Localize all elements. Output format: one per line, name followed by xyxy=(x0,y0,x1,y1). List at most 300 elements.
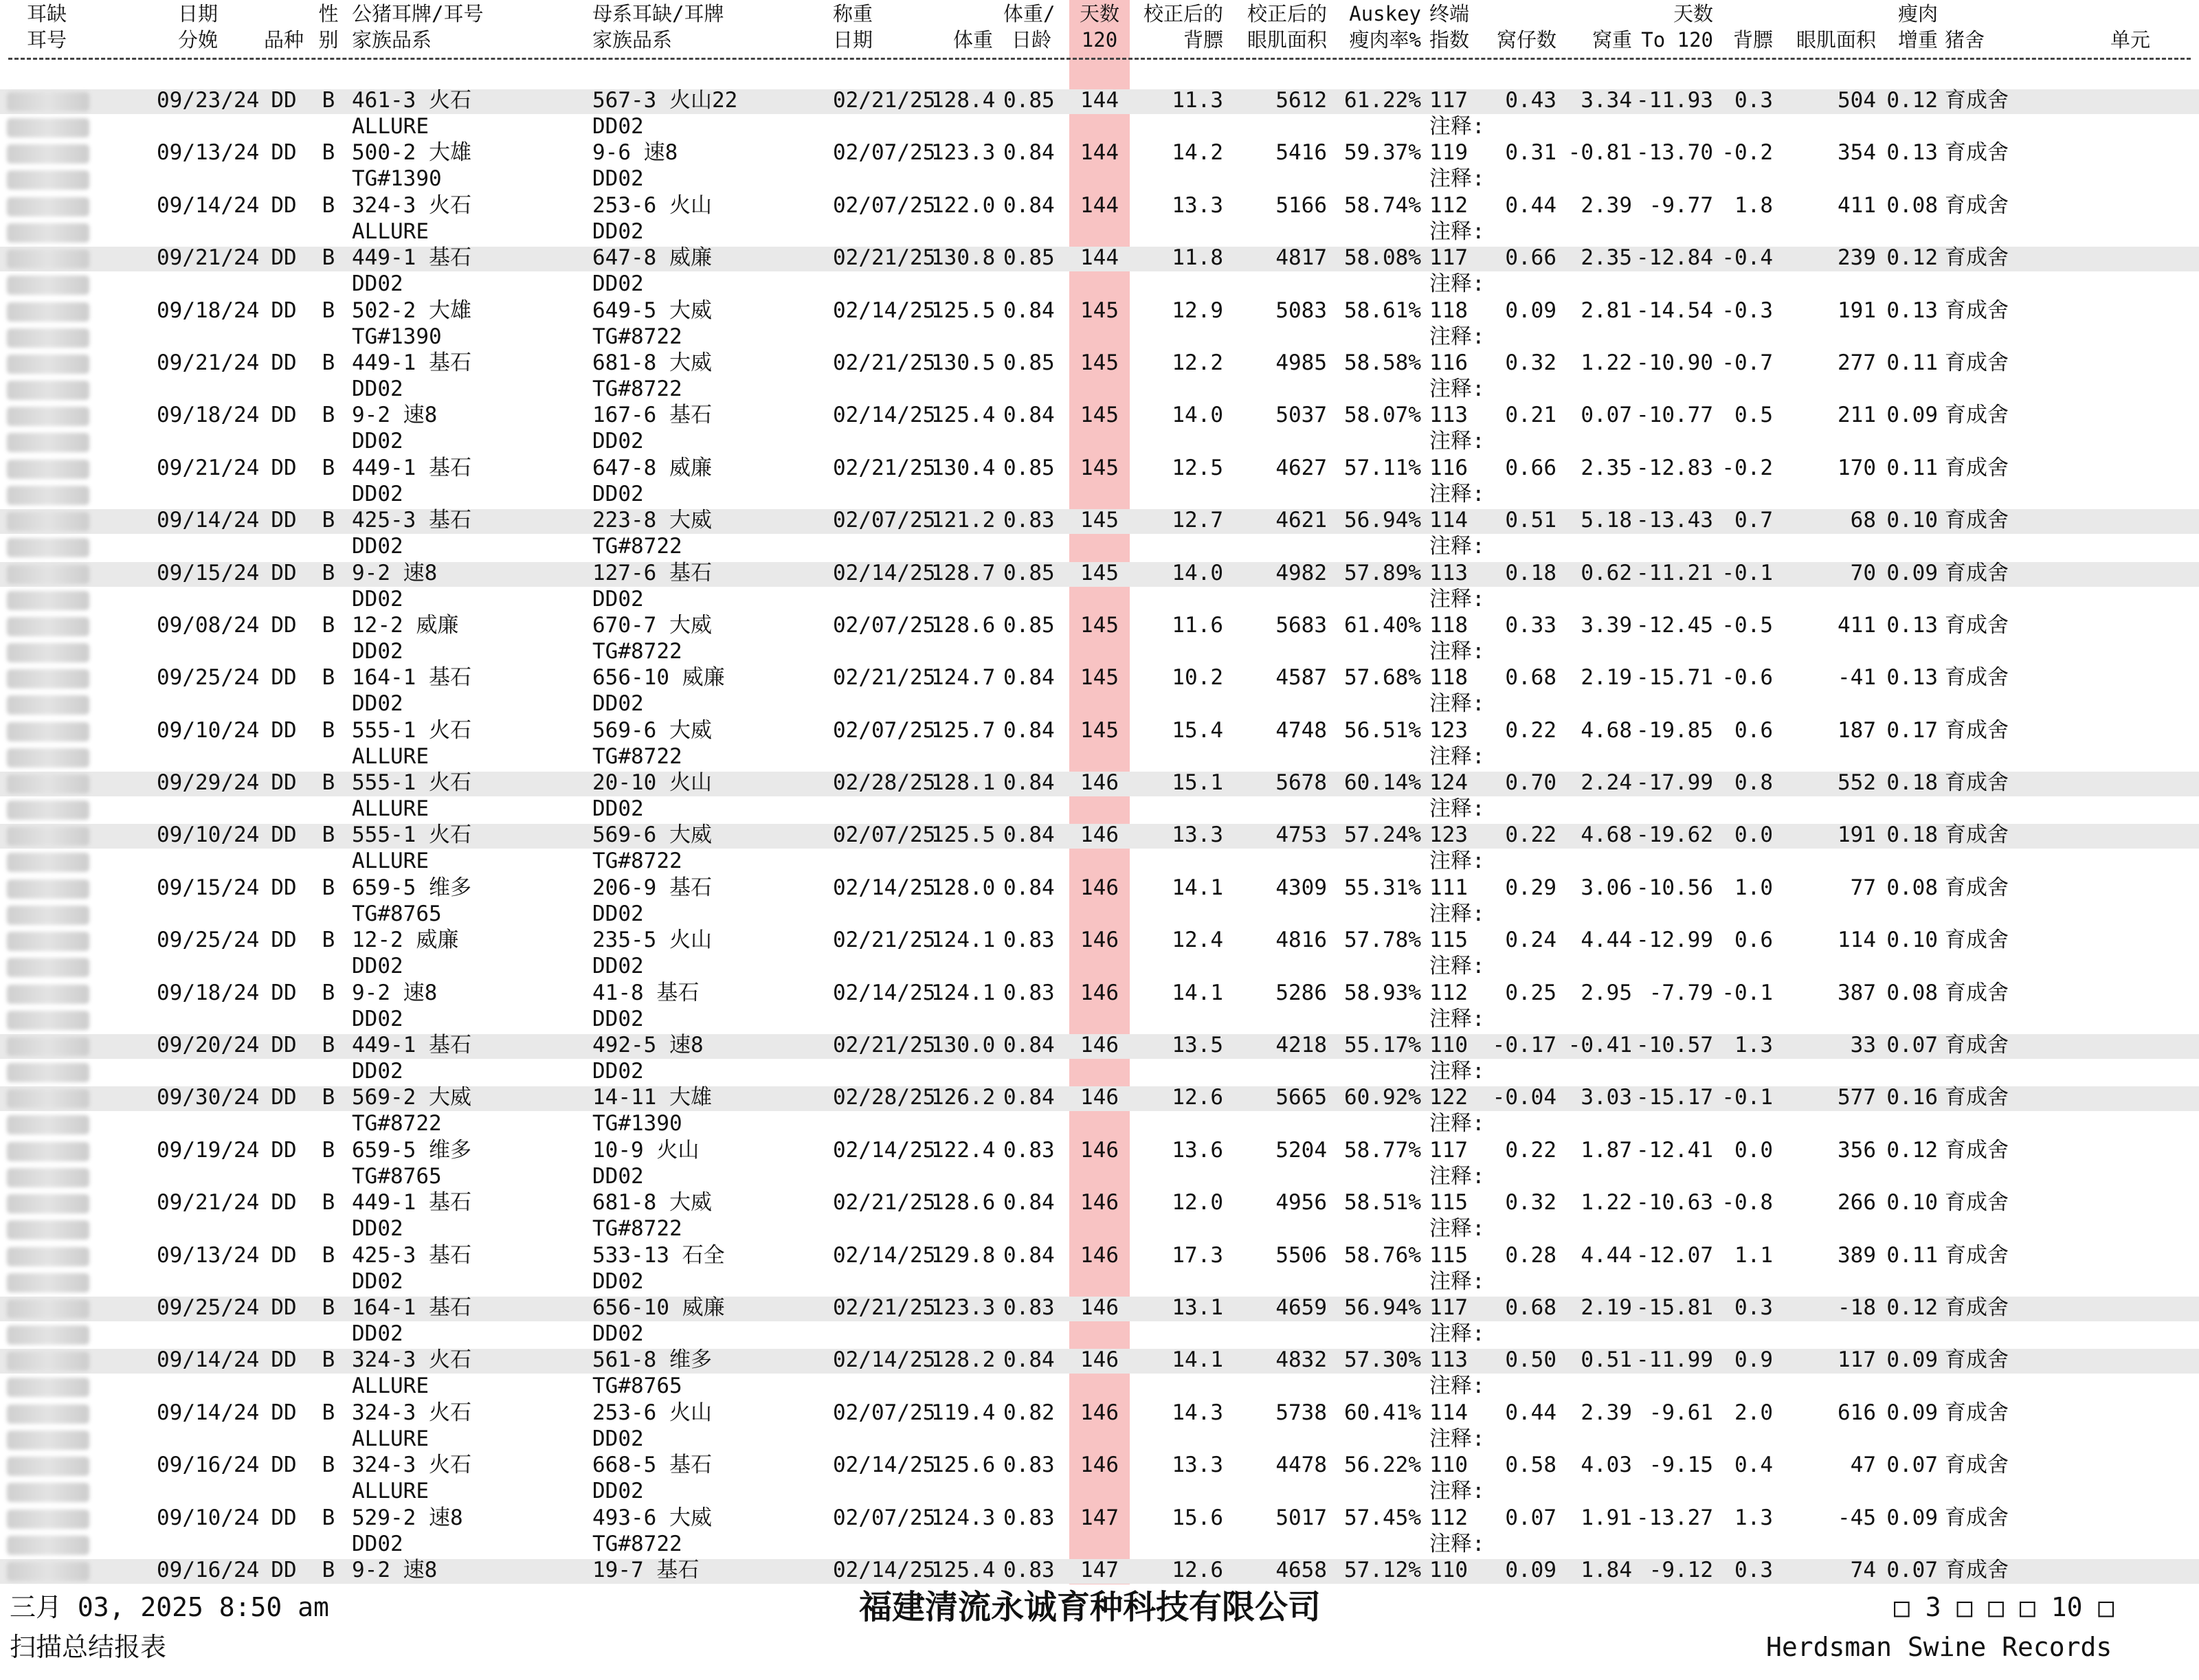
header-la-line1: 校正后的 xyxy=(1247,2,1327,25)
table-row[interactable] xyxy=(0,1451,2199,1503)
cell-wdate: 02/21/25 xyxy=(833,665,936,691)
cell-sire: 12-2 威廉 xyxy=(352,612,459,638)
cell-bf2: 2.0 xyxy=(1734,1400,1773,1425)
cell-lg: 0.10 xyxy=(1886,508,1938,533)
cell-sire: 449-1 基石 xyxy=(352,245,471,271)
cell-breed: DD xyxy=(271,1137,297,1163)
cell-idx: 111 xyxy=(1429,875,1468,900)
redacted-ear-notch xyxy=(7,276,89,295)
cell-barn: 育成舍 xyxy=(1945,1137,2009,1163)
cell-sex: B xyxy=(322,1190,335,1216)
header-to120-line2: To 120 xyxy=(1641,28,1713,52)
cell-days: 145 xyxy=(1080,508,1119,533)
cell-barn: 育成舍 xyxy=(1945,822,2009,848)
cell-wt: 119.4 xyxy=(931,1400,996,1425)
cell-idx: 118 xyxy=(1429,298,1468,323)
cell-litter: 0.09 xyxy=(1505,1557,1556,1582)
cell-la: 4748 xyxy=(1275,717,1327,743)
table-row[interactable] xyxy=(0,1084,2199,1136)
cell-dam-line: DD02 xyxy=(592,586,644,612)
cell-lean: 58.07% xyxy=(1344,403,1421,428)
header-dam-line1: 母系耳缺/耳牌 xyxy=(592,2,724,25)
cell-la: 4816 xyxy=(1275,928,1327,953)
cell-wdate: 02/14/25 xyxy=(833,403,936,428)
cell-sire: 659-5 维多 xyxy=(352,875,471,900)
note-label: 注释: xyxy=(1429,271,1485,297)
cell-to120: -12.99 xyxy=(1636,928,1713,953)
cell-bf2: 0.0 xyxy=(1734,1137,1773,1163)
cell-la2: 68 xyxy=(1850,508,1876,533)
cell-bf2: 0.3 xyxy=(1734,1557,1773,1582)
cell-date: 09/14/24 xyxy=(157,1400,260,1425)
cell-date: 09/21/24 xyxy=(157,1190,260,1216)
table-row[interactable] xyxy=(0,1242,2199,1294)
redacted-ear-tag xyxy=(7,1562,89,1581)
cell-lw: 3.39 xyxy=(1581,612,1632,638)
cell-dam-line: DD02 xyxy=(592,166,644,192)
note-label: 注释: xyxy=(1429,1268,1485,1294)
cell-la: 5037 xyxy=(1275,403,1327,428)
table-row[interactable] xyxy=(0,1294,2199,1346)
table-row[interactable] xyxy=(0,559,2199,612)
redacted-ear-tag xyxy=(7,512,89,531)
cell-to120: -15.17 xyxy=(1636,1085,1713,1110)
cell-ratio: 0.85 xyxy=(1003,560,1055,585)
cell-to120: -19.85 xyxy=(1636,717,1713,743)
cell-lw: 0.07 xyxy=(1581,403,1632,428)
cell-breed: DD xyxy=(271,1242,297,1268)
cell-sire-line: DD02 xyxy=(352,1321,403,1346)
cell-ratio: 0.84 xyxy=(1003,665,1055,691)
cell-wdate: 02/21/25 xyxy=(833,350,936,375)
cell-wt: 122.4 xyxy=(931,1137,996,1163)
cell-ratio: 0.84 xyxy=(1003,1033,1055,1058)
redacted-ear-notch xyxy=(7,1378,89,1397)
cell-la: 4587 xyxy=(1275,665,1327,691)
cell-lg: 0.11 xyxy=(1886,1242,1938,1268)
cell-litter: 0.66 xyxy=(1505,455,1556,480)
table-row[interactable] xyxy=(0,1136,2199,1189)
cell-sex: B xyxy=(322,245,335,271)
cell-la: 5166 xyxy=(1275,192,1327,218)
cell-days: 146 xyxy=(1080,1190,1119,1216)
cell-la: 4218 xyxy=(1275,1033,1327,1058)
cell-date: 09/13/24 xyxy=(157,1242,260,1268)
cell-dam: 670-7 大威 xyxy=(592,612,712,638)
cell-dam: 492-5 速8 xyxy=(592,1033,704,1058)
cell-bf: 13.3 xyxy=(1172,192,1223,218)
header-barn-line2: 猪舍 xyxy=(1945,28,1985,52)
cell-bf: 13.3 xyxy=(1172,1453,1223,1478)
company-name: 福建清流永诚育种科技有限公司 xyxy=(859,1588,1321,1626)
header-ratio-line2: 日龄 xyxy=(1011,28,1051,52)
cell-dam: 561-8 维多 xyxy=(592,1347,712,1373)
cell-barn: 育成舍 xyxy=(1945,140,2009,166)
cell-la2: 170 xyxy=(1838,455,1876,480)
cell-lw: 1.87 xyxy=(1581,1137,1632,1163)
cell-wdate: 02/14/25 xyxy=(833,1242,936,1268)
cell-bf: 13.3 xyxy=(1172,822,1223,848)
cell-date: 09/21/24 xyxy=(157,245,260,271)
cell-barn: 育成舍 xyxy=(1945,1400,2009,1425)
header-la2-line2: 眼肌面积 xyxy=(1796,28,1876,52)
cell-dam-line: DD02 xyxy=(592,1268,644,1294)
cell-la2: 47 xyxy=(1850,1453,1876,1478)
table-row[interactable] xyxy=(0,297,2199,349)
cell-litter: 0.68 xyxy=(1505,1295,1556,1320)
cell-wdate: 02/14/25 xyxy=(833,875,936,900)
cell-barn: 育成舍 xyxy=(1945,1242,2009,1268)
table-row[interactable] xyxy=(0,506,2199,559)
cell-barn: 育成舍 xyxy=(1945,1033,2009,1058)
header-date-line1: 日期 xyxy=(177,2,218,25)
cell-breed: DD xyxy=(271,140,297,166)
cell-lean: 58.76% xyxy=(1344,1242,1421,1268)
cell-lg: 0.07 xyxy=(1886,1033,1938,1058)
cell-dam-line: DD02 xyxy=(592,429,644,454)
cell-dam: 569-6 大威 xyxy=(592,822,712,848)
cell-dam: 533-13 石全 xyxy=(592,1242,725,1268)
cell-lean: 56.22% xyxy=(1344,1453,1421,1478)
cell-barn: 育成舍 xyxy=(1945,1295,2009,1320)
cell-to120: -17.99 xyxy=(1636,770,1713,796)
cell-lg: 0.09 xyxy=(1886,560,1938,585)
cell-breed: DD xyxy=(271,350,297,375)
cell-bf2: 0.3 xyxy=(1734,1295,1773,1320)
page-footer xyxy=(0,1588,2199,1680)
cell-lw: 2.35 xyxy=(1581,245,1632,271)
cell-lean: 57.11% xyxy=(1344,455,1421,480)
cell-sire-line: ALLURE xyxy=(352,114,429,139)
cell-sex: B xyxy=(322,1400,335,1425)
table-row[interactable] xyxy=(0,874,2199,926)
cell-dam: 493-6 大威 xyxy=(592,1505,712,1530)
cell-la: 4985 xyxy=(1275,350,1327,375)
redacted-ear-notch xyxy=(7,1325,89,1345)
cell-bf: 14.1 xyxy=(1172,980,1223,1005)
cell-wt: 125.4 xyxy=(931,1557,996,1582)
redacted-ear-notch xyxy=(7,800,89,820)
cell-sire-line: DD02 xyxy=(352,534,403,559)
cell-bf2: -0.7 xyxy=(1721,350,1773,375)
cell-lg: 0.08 xyxy=(1886,875,1938,900)
header-lean-line2: 瘦肉率% xyxy=(1349,28,1421,52)
cell-lw: -0.41 xyxy=(1567,1033,1632,1058)
cell-lw: 2.19 xyxy=(1581,1295,1632,1320)
cell-idx: 113 xyxy=(1429,403,1468,428)
cell-bf2: 0.4 xyxy=(1734,1453,1773,1478)
cell-sex: B xyxy=(322,1033,335,1058)
header-unit-line2: 单元 xyxy=(2110,28,2150,52)
cell-date: 09/21/24 xyxy=(157,350,260,375)
cell-sire-line: TG#1390 xyxy=(352,166,442,192)
table-row[interactable] xyxy=(0,612,2199,664)
cell-barn: 育成舍 xyxy=(1945,1557,2009,1582)
header-bf-line2: 背膘 xyxy=(1183,28,1223,52)
cell-breed: DD xyxy=(271,612,297,638)
table-row[interactable] xyxy=(0,926,2199,978)
cell-lw: 3.06 xyxy=(1581,875,1632,900)
cell-date: 09/16/24 xyxy=(157,1557,260,1582)
cell-lw: 5.18 xyxy=(1581,508,1632,533)
redacted-ear-notch xyxy=(7,1220,89,1240)
redacted-ear-notch xyxy=(7,958,89,977)
table-row[interactable] xyxy=(0,454,2199,506)
header-bf-line1: 校正后的 xyxy=(1143,2,1223,25)
cell-ratio: 0.84 xyxy=(1003,1347,1055,1373)
cell-date: 09/23/24 xyxy=(157,88,260,113)
cell-la: 4627 xyxy=(1275,455,1327,480)
cell-wt: 128.1 xyxy=(931,770,996,796)
cell-days: 146 xyxy=(1080,980,1119,1005)
cell-sire-line: DD02 xyxy=(352,1216,403,1242)
cell-litter: 0.09 xyxy=(1505,298,1556,323)
cell-lean: 55.17% xyxy=(1344,1033,1421,1058)
cell-la2: 187 xyxy=(1838,717,1876,743)
cell-breed: DD xyxy=(271,1033,297,1058)
cell-days: 144 xyxy=(1080,88,1119,113)
cell-bf: 11.6 xyxy=(1172,612,1223,638)
cell-sire: 425-3 基石 xyxy=(352,508,471,533)
cell-date: 09/14/24 xyxy=(157,508,260,533)
cell-la2: 411 xyxy=(1838,612,1876,638)
table-row[interactable] xyxy=(0,192,2199,244)
redacted-ear-notch xyxy=(7,748,89,768)
cell-wdate: 02/21/25 xyxy=(833,928,936,953)
cell-lean: 57.89% xyxy=(1344,560,1421,585)
cell-dam: 656-10 威廉 xyxy=(592,1295,725,1320)
cell-idx: 119 xyxy=(1429,140,1468,166)
cell-dam-line: DD02 xyxy=(592,901,644,926)
cell-wdate: 02/14/25 xyxy=(833,1347,936,1373)
cell-sire-line: DD02 xyxy=(352,481,403,506)
table-row[interactable] xyxy=(0,349,2199,401)
header-wt-line2: 体重 xyxy=(952,28,993,52)
cell-la: 4309 xyxy=(1275,875,1327,900)
table-row[interactable] xyxy=(0,1031,2199,1084)
cell-dam: 206-9 基石 xyxy=(592,875,712,900)
cell-lg: 0.07 xyxy=(1886,1557,1938,1582)
cell-date: 09/15/24 xyxy=(157,875,260,900)
table-row[interactable] xyxy=(0,664,2199,716)
cell-days: 146 xyxy=(1080,1033,1119,1058)
cell-dam: 668-5 基石 xyxy=(592,1453,712,1478)
records-table xyxy=(0,87,2199,1609)
cell-sire-line: TG#8722 xyxy=(352,1111,442,1136)
cell-idx: 124 xyxy=(1429,770,1468,796)
cell-sex: B xyxy=(322,1347,335,1373)
header-days-line1: 天数 xyxy=(1079,2,1119,25)
note-label: 注释: xyxy=(1429,796,1485,822)
redacted-ear-notch xyxy=(7,433,89,452)
redacted-ear-notch xyxy=(7,695,89,715)
report-title: 扫描总结报表 xyxy=(10,1632,167,1662)
note-label: 注释: xyxy=(1429,1374,1485,1399)
cell-lg: 0.12 xyxy=(1886,245,1938,271)
header-lean-line1: Auskey xyxy=(1349,2,1421,25)
table-row[interactable] xyxy=(0,87,2199,139)
cell-dam: 19-7 基石 xyxy=(592,1557,700,1582)
cell-litter: 0.22 xyxy=(1505,822,1556,848)
cell-sex: B xyxy=(322,508,335,533)
table-row[interactable] xyxy=(0,401,2199,453)
cell-to120: -11.99 xyxy=(1636,1347,1713,1373)
cell-sire-line: DD02 xyxy=(352,271,403,297)
cell-date: 09/20/24 xyxy=(157,1033,260,1058)
cell-date: 09/10/24 xyxy=(157,822,260,848)
table-row[interactable] xyxy=(0,1189,2199,1241)
cell-lw: 2.24 xyxy=(1581,770,1632,796)
cell-lg: 0.11 xyxy=(1886,455,1938,480)
cell-lg: 0.08 xyxy=(1886,980,1938,1005)
cell-sex: B xyxy=(322,1505,335,1530)
cell-bf2: 0.0 xyxy=(1734,822,1773,848)
header-date-line2: 分娩 xyxy=(177,28,218,52)
table-row[interactable] xyxy=(0,1504,2199,1556)
cell-lean: 57.30% xyxy=(1344,1347,1421,1373)
cell-ratio: 0.83 xyxy=(1003,1137,1055,1163)
cell-wdate: 02/07/25 xyxy=(833,1400,936,1425)
cell-sex: B xyxy=(322,192,335,218)
cell-wt: 130.0 xyxy=(931,1033,996,1058)
cell-dam-line: DD02 xyxy=(592,691,644,717)
cell-date: 09/10/24 xyxy=(157,1505,260,1530)
table-row[interactable] xyxy=(0,1399,2199,1451)
cell-ratio: 0.85 xyxy=(1003,350,1055,375)
cell-litter: 0.50 xyxy=(1505,1347,1556,1373)
cell-la: 5506 xyxy=(1275,1242,1327,1268)
redacted-ear-tag xyxy=(7,355,89,374)
redacted-ear-tag xyxy=(7,1404,89,1424)
cell-sire-line: TG#1390 xyxy=(352,324,442,349)
cell-breed: DD xyxy=(271,192,297,218)
cell-wt: 128.2 xyxy=(931,1347,996,1373)
table-row[interactable] xyxy=(0,717,2199,769)
cell-dam: 656-10 威廉 xyxy=(592,665,725,691)
cell-to120: -15.81 xyxy=(1636,1295,1713,1320)
cell-lean: 57.45% xyxy=(1344,1505,1421,1530)
cell-lw: 0.51 xyxy=(1581,1347,1632,1373)
cell-sex: B xyxy=(322,298,335,323)
cell-bf2: -0.1 xyxy=(1721,1085,1773,1110)
cell-ratio: 0.85 xyxy=(1003,245,1055,271)
redacted-ear-tag xyxy=(7,144,89,164)
cell-sire: 500-2 大雄 xyxy=(352,140,471,166)
cell-wdate: 02/21/25 xyxy=(833,245,936,271)
table-row[interactable] xyxy=(0,1346,2199,1398)
cell-bf2: -0.6 xyxy=(1721,665,1773,691)
cell-date: 09/19/24 xyxy=(157,1137,260,1163)
cell-date: 09/25/24 xyxy=(157,665,260,691)
cell-to120: -19.62 xyxy=(1636,822,1713,848)
table-header xyxy=(0,0,2199,87)
cell-lw: 4.68 xyxy=(1581,822,1632,848)
note-label: 注释: xyxy=(1429,1059,1485,1084)
cell-sire: 449-1 基石 xyxy=(352,455,471,480)
cell-dam-line: TG#1390 xyxy=(592,1111,682,1136)
cell-wt: 128.7 xyxy=(931,560,996,585)
cell-sire: 9-2 速8 xyxy=(352,403,438,428)
cell-bf2: 0.6 xyxy=(1734,928,1773,953)
cell-wdate: 02/28/25 xyxy=(833,1085,936,1110)
cell-breed: DD xyxy=(271,665,297,691)
cell-la2: 239 xyxy=(1838,245,1876,271)
cell-lg: 0.10 xyxy=(1886,1190,1938,1216)
cell-dam: 14-11 大雄 xyxy=(592,1085,712,1110)
cell-wt: 122.0 xyxy=(931,192,996,218)
redacted-ear-notch xyxy=(7,1115,89,1134)
cell-litter: 0.31 xyxy=(1505,140,1556,166)
note-label: 注释: xyxy=(1429,219,1485,244)
note-label: 注释: xyxy=(1429,324,1485,349)
cell-litter: 0.58 xyxy=(1505,1453,1556,1478)
cell-date: 09/13/24 xyxy=(157,140,260,166)
cell-ratio: 0.83 xyxy=(1003,1557,1055,1582)
cell-lw: 0.62 xyxy=(1581,560,1632,585)
cell-sire-line: ALLURE xyxy=(352,1426,429,1451)
redacted-ear-tag xyxy=(7,302,89,322)
cell-date: 09/18/24 xyxy=(157,980,260,1005)
note-label: 注释: xyxy=(1429,534,1485,559)
cell-breed: DD xyxy=(271,1505,297,1530)
cell-to120: -12.07 xyxy=(1636,1242,1713,1268)
cell-breed: DD xyxy=(271,717,297,743)
cell-bf: 11.8 xyxy=(1172,245,1223,271)
table-row[interactable] xyxy=(0,139,2199,191)
cell-sex: B xyxy=(322,88,335,113)
cell-wdate: 02/14/25 xyxy=(833,980,936,1005)
cell-wt: 130.8 xyxy=(931,245,996,271)
table-row[interactable] xyxy=(0,821,2199,873)
cell-dam-line: DD02 xyxy=(592,114,644,139)
cell-barn: 育成舍 xyxy=(1945,560,2009,585)
cell-idx: 113 xyxy=(1429,1347,1468,1373)
cell-dam: 127-6 基石 xyxy=(592,560,712,585)
redacted-ear-tag xyxy=(7,1247,89,1266)
table-row[interactable] xyxy=(0,769,2199,821)
note-label: 注释: xyxy=(1429,1216,1485,1242)
cell-idx: 110 xyxy=(1429,1557,1468,1582)
table-row[interactable] xyxy=(0,979,2199,1031)
cell-bf: 12.6 xyxy=(1172,1085,1223,1110)
cell-days: 145 xyxy=(1080,612,1119,638)
cell-bf: 13.1 xyxy=(1172,1295,1223,1320)
cell-sire-line: DD02 xyxy=(352,691,403,717)
cell-bf2: -0.1 xyxy=(1721,560,1773,585)
cell-idx: 118 xyxy=(1429,665,1468,691)
cell-barn: 育成舍 xyxy=(1945,1453,2009,1478)
cell-sire: 9-2 速8 xyxy=(352,560,438,585)
cell-date: 09/18/24 xyxy=(157,298,260,323)
table-row[interactable] xyxy=(0,244,2199,296)
cell-days: 145 xyxy=(1080,298,1119,323)
cell-dam-line: TG#8765 xyxy=(592,1374,682,1399)
cell-sire: 164-1 基石 xyxy=(352,665,471,691)
cell-idx: 117 xyxy=(1429,1137,1468,1163)
redacted-ear-tag xyxy=(7,1352,89,1371)
cell-date: 09/10/24 xyxy=(157,717,260,743)
cell-date: 09/08/24 xyxy=(157,612,260,638)
cell-sex: B xyxy=(322,822,335,848)
cell-date: 09/16/24 xyxy=(157,1453,260,1478)
cell-ratio: 0.84 xyxy=(1003,192,1055,218)
cell-bf: 15.1 xyxy=(1172,770,1223,796)
cell-bf2: 0.9 xyxy=(1734,1347,1773,1373)
cell-lean: 58.61% xyxy=(1344,298,1421,323)
cell-la2: 266 xyxy=(1838,1190,1876,1216)
cell-days: 146 xyxy=(1080,1085,1119,1110)
header-litter-line2: 窝仔数 xyxy=(1496,28,1556,52)
